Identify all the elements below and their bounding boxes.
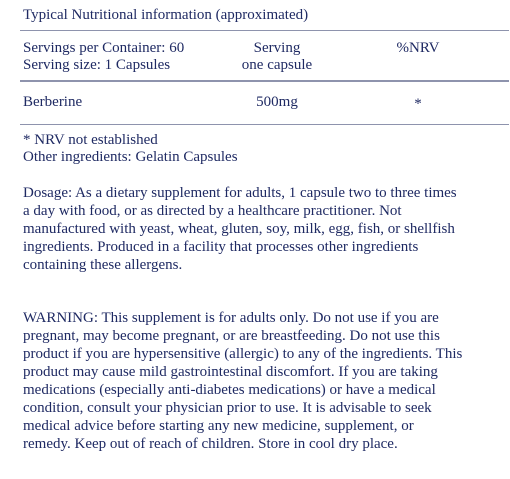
warning-line: product may cause mild gastrointestinal discomfort. If you are taking — [23, 364, 438, 380]
warning-line: remedy. Keep out of reach of children. Store in cool dry place. — [23, 436, 398, 452]
dosage-line: manufactured with yeast, wheat, gluten, soy, milk, egg, fish, or shellfish — [23, 221, 455, 237]
serving-column-subheader: one capsule — [241, 57, 313, 73]
warning-line: pregnant, may become pregnant, or are breastfeeding. Do not use this — [23, 328, 440, 344]
servings-per-container: Servings per Container: 60 — [23, 40, 185, 56]
table-bottom-divider — [20, 124, 509, 125]
header-divider — [20, 80, 509, 82]
dosage-line: Dosage: As a dietary supplement for adults, 1 capsule two to three times — [23, 185, 457, 201]
warning-line: WARNING: This supplement is for adults only. Do not use if you are — [23, 310, 439, 326]
nrv-note: * NRV not established — [23, 132, 158, 148]
dosage-line: ingredients. Produced in a facility that processes other ingredients — [23, 239, 419, 255]
dosage-line: a day with food, or as directed by a healthcare practitioner. Not — [23, 203, 402, 219]
serving-size: Serving size: 1 Capsules — [23, 57, 171, 73]
warning-line: medications (especially anti-diabetes medications) or have a medical — [23, 382, 436, 398]
footnotes — [23, 132, 238, 166]
warning-line: condition, consult your physician prior to use. It is advisable to seek — [23, 400, 432, 416]
page-title: Typical Nutritional information (approximated) — [23, 7, 309, 23]
nrv-column-header: %NRV — [396, 40, 440, 56]
ingredient-name: Berberine — [23, 94, 83, 110]
dosage-line: containing these allergens. — [23, 257, 183, 273]
warning-line: medical advice before starting any new medicine, supplement, or — [23, 418, 414, 434]
warning-line: product if you are hypersensitive (allergic) to any of the ingredients. This — [23, 346, 463, 362]
other-ingredients: Other ingredients: Gelatin Capsules — [23, 149, 238, 165]
ingredient-amount: 500mg — [256, 94, 298, 110]
serving-column-header: Serving — [253, 40, 301, 56]
dosage-paragraph — [23, 184, 493, 274]
top-divider — [20, 30, 509, 31]
ingredient-nrv: * — [414, 96, 422, 112]
warning-paragraph — [23, 309, 493, 453]
